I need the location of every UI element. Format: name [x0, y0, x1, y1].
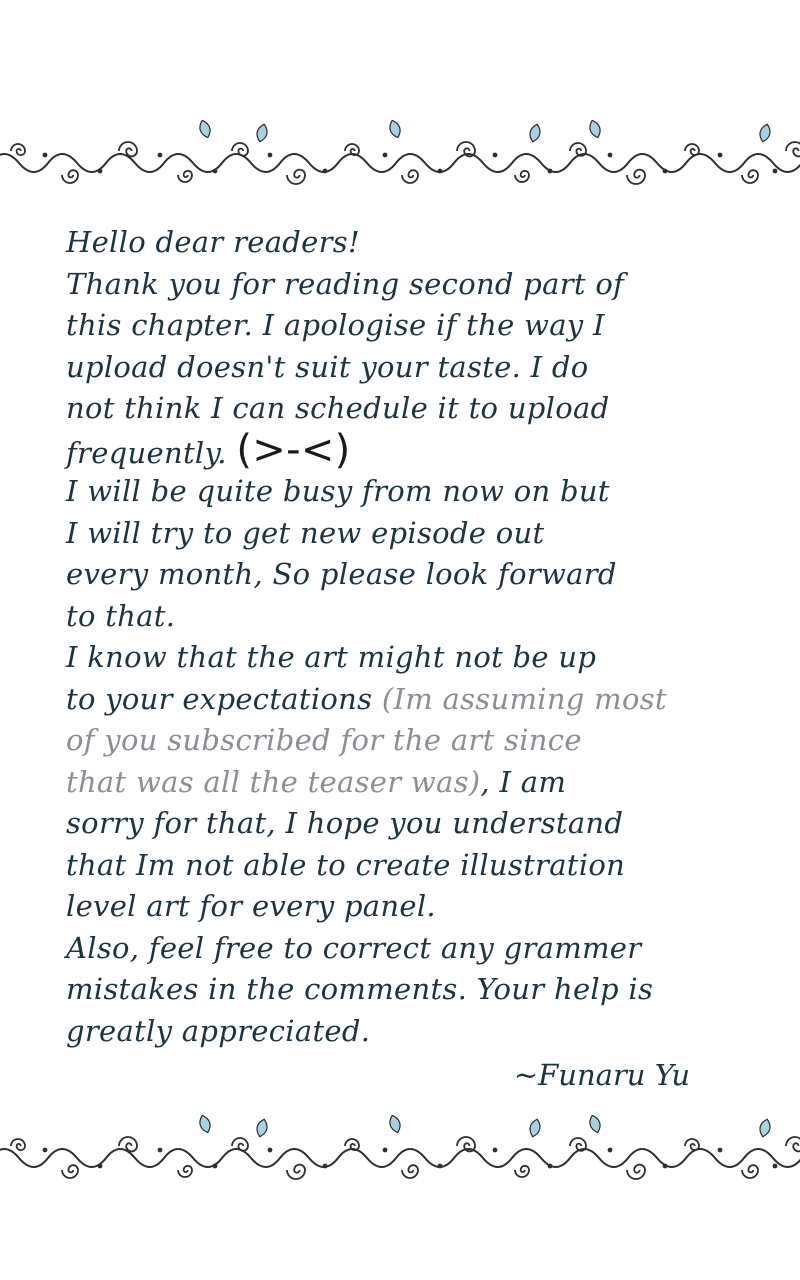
swirl-curl-icon	[786, 1137, 800, 1151]
letter-line: I will be quite busy from now on but	[66, 474, 610, 508]
dot-icon	[268, 1148, 273, 1153]
dot-icon	[493, 1148, 498, 1153]
dot-icon	[608, 1148, 613, 1153]
letter-line: level art for every panel.	[66, 889, 436, 923]
aside-text: (Im assuming most	[381, 681, 667, 716]
swirl-curl-icon	[345, 1139, 359, 1150]
leaf-icon	[588, 119, 603, 139]
dot-icon	[548, 169, 553, 174]
leaf-icon	[255, 123, 269, 143]
dot-icon	[383, 153, 388, 158]
letter-line: to that.	[66, 598, 176, 633]
leaf-icon	[528, 123, 542, 143]
letter-text: , I am	[480, 764, 567, 799]
leaf-icon	[255, 1118, 269, 1138]
dot-icon	[323, 1164, 328, 1169]
dot-icon	[43, 153, 48, 158]
letter-line: that Im not able to create illustration	[66, 847, 626, 882]
letter-text: to your expectations	[66, 681, 382, 716]
dot-icon	[663, 1164, 668, 1169]
dot-icon	[663, 169, 668, 174]
leaf-icon	[198, 1114, 213, 1134]
dot-icon	[98, 1164, 103, 1169]
leaf-icon	[758, 123, 772, 143]
letter-line: I know that the art might not be up	[66, 640, 597, 674]
letter-line-with-emoticon	[66, 426, 756, 473]
leaf-icon	[388, 119, 403, 139]
letter-line: Also, feel free to correct any grammer	[66, 930, 642, 965]
letter-line: greatly appreciated.	[66, 1013, 371, 1048]
swirl-curl-icon	[786, 142, 800, 156]
letter-body	[66, 222, 756, 1052]
bottom-flourish-border-icon	[0, 1110, 800, 1190]
letter-line-with-aside	[66, 762, 756, 804]
dot-icon	[98, 169, 103, 174]
swirl-curl-icon	[627, 170, 645, 184]
dot-icon	[323, 169, 328, 174]
leaf-icon	[588, 1114, 603, 1134]
dot-icon	[268, 153, 273, 158]
dot-icon	[158, 1148, 163, 1153]
swirl-curl-icon	[62, 170, 78, 183]
swirl-curl-icon	[345, 144, 359, 155]
swirl-curl-icon	[287, 1165, 305, 1179]
dot-icon	[438, 1164, 443, 1169]
letter-line: upload doesn't suit your taste. I do	[66, 349, 589, 384]
letter-line: Thank you for reading second part of	[66, 266, 625, 301]
swirl-curl-icon	[515, 171, 529, 182]
leaf-icon	[198, 119, 213, 139]
letter-greeting: Hello dear readers!	[66, 225, 360, 259]
dot-icon	[438, 169, 443, 174]
dot-icon	[608, 153, 613, 158]
dot-icon	[493, 153, 498, 158]
swirl-curl-icon	[627, 1165, 645, 1179]
dot-icon	[718, 153, 723, 158]
dot-icon	[43, 1148, 48, 1153]
dot-icon	[213, 169, 218, 174]
dot-icon	[158, 153, 163, 158]
swirl-curl-icon	[742, 170, 758, 183]
swirl-curl-icon	[11, 1139, 25, 1150]
letter-line: sorry for that, I hope you understand	[66, 806, 624, 840]
letter-line-with-aside	[66, 679, 756, 721]
letter-line: every month, So please look forward	[66, 557, 617, 591]
signature: ~Funaru Yu	[513, 1058, 690, 1092]
swirl-curl-icon	[178, 171, 192, 182]
aside-line: of you subscribed for the art since	[66, 723, 582, 757]
leaf-icon	[528, 1118, 542, 1138]
letter-line: this chapter. I apologise if the way I	[66, 308, 605, 342]
aside-text: that was all the teaser was)	[66, 764, 481, 799]
letter-line: I will try to get new episode out	[66, 515, 545, 550]
leaf-icon	[388, 1114, 403, 1134]
top-flourish-border-icon	[0, 115, 800, 195]
swirl-curl-icon	[62, 1165, 78, 1178]
swirl-curl-icon	[742, 1165, 758, 1178]
letter-line: mistakes in the comments. Your help is	[66, 972, 654, 1006]
swirl-curl-icon	[178, 1166, 192, 1177]
dot-icon	[773, 169, 778, 174]
leaf-icon	[758, 1118, 772, 1138]
dot-icon	[548, 1164, 553, 1169]
emoticon: (>-<)	[236, 426, 351, 473]
dot-icon	[773, 1164, 778, 1169]
letter-text: frequently.	[66, 435, 227, 470]
letter-line: not think I can schedule it to upload	[66, 391, 610, 425]
swirl-curl-icon	[11, 144, 25, 155]
dot-icon	[213, 1164, 218, 1169]
swirl-curl-icon	[287, 170, 305, 184]
dot-icon	[718, 1148, 723, 1153]
swirl-curl-icon	[515, 1166, 529, 1177]
dot-icon	[383, 1148, 388, 1153]
swirl-curl-icon	[402, 170, 418, 183]
swirl-curl-icon	[402, 1165, 418, 1178]
